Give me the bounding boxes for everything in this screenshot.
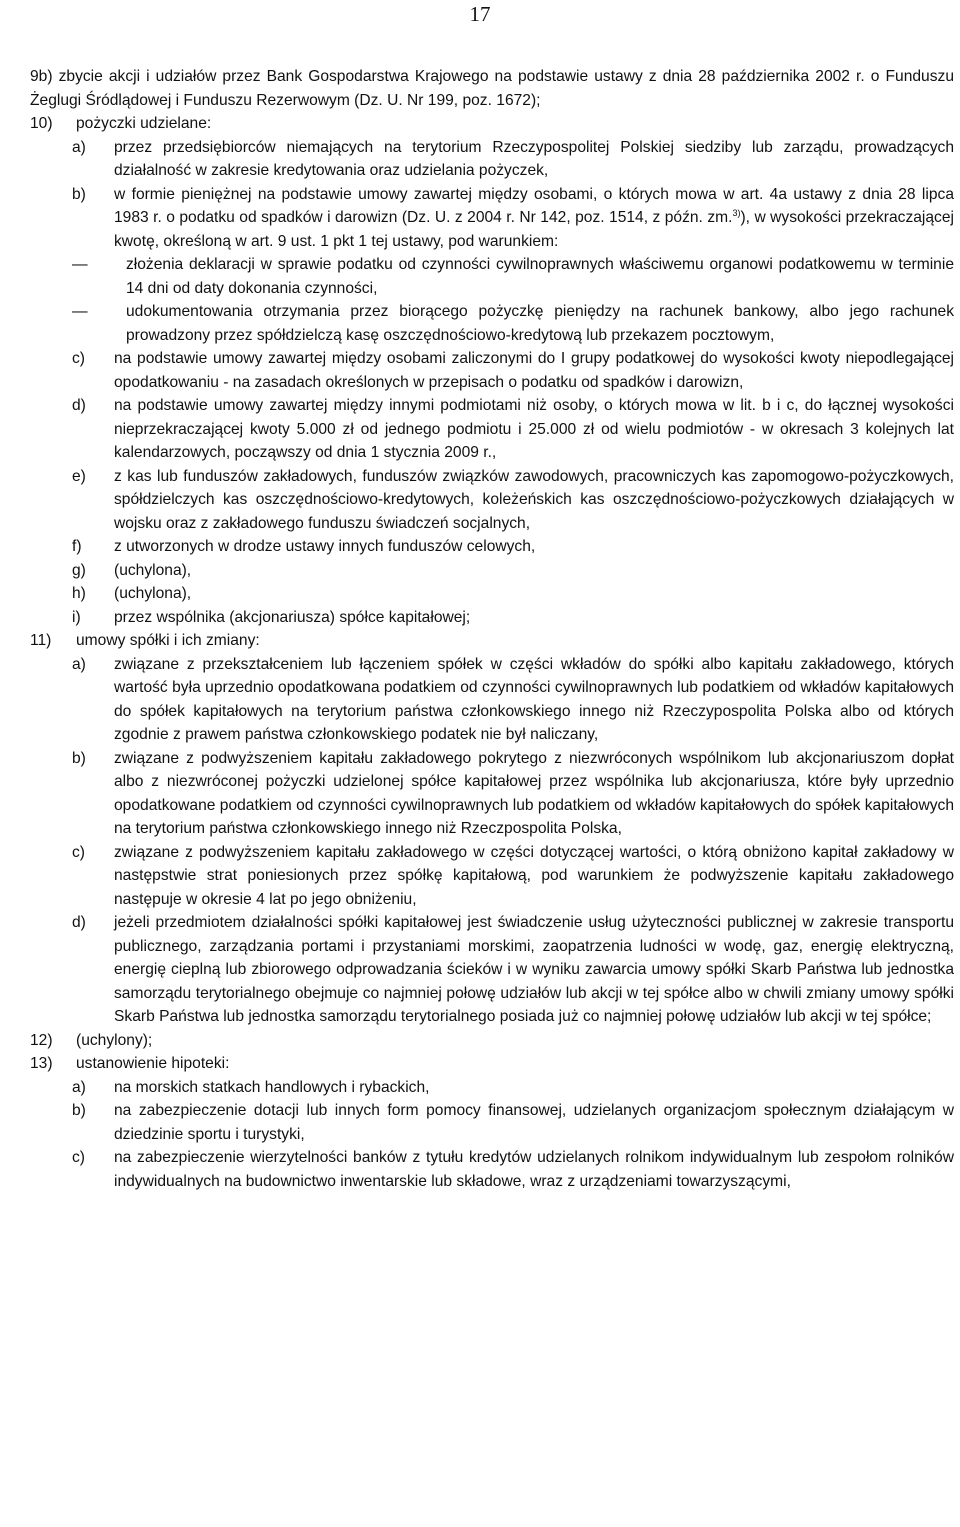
item-10d-text: na podstawie umowy zawartej między innymi podmiotami niż osoby, o których mowa w lit. b i c, do łącznej wysokości nieprzekraczającej kwoty 5.000 zł od jednego podmiotu i 25.000 zł od wielu podmiotów - w okresach 3 kolejnych lat kalendarzowych, począwszy od dnia 1 stycznia 2009 r.,: [114, 397, 954, 461]
item-10d-label: d): [72, 397, 86, 414]
item-10e-label: e): [72, 467, 86, 485]
item-13-text: ustanowienie hipoteki:: [76, 1055, 230, 1072]
item-13c: [72, 1146, 954, 1193]
dash-1-label: —: [72, 256, 88, 273]
item-10b-text-2: ), w wysokości przekraczającej kwotę, określoną w art. 9 ust. 1 pkt 1 tej ustawy, pod warunkiem:: [114, 209, 954, 250]
item-10a-label: a): [72, 138, 86, 156]
item-10f-text: z utworzonych w drodze ustawy innych funduszów celowych,: [114, 538, 536, 555]
item-13b: [72, 1099, 954, 1146]
dash-1-text: złożenia deklaracji w sprawie podatku od czynności cywilnoprawnych właściwemu organowi podatkowemu w terminie 14 dni od daty dokonania czynności,: [126, 256, 954, 297]
item-10f-label: f): [72, 538, 82, 555]
condition-dash-1: [72, 253, 954, 300]
page-number: 17: [469, 2, 491, 26]
item-11-label: 11): [30, 632, 52, 649]
item-10i-label: i): [72, 608, 81, 626]
item-13c-label: c): [72, 1149, 85, 1166]
item-13-label: 13): [30, 1055, 53, 1072]
item-10h-text: (uchylona),: [114, 585, 192, 602]
item-13c-text: na zabezpieczenie wierzytelności banków z tytułu kredytów udzielanych rolnikom indywidualnym lub zespołom rolników indywidualnych na budownictwo inwentarskie lub składowe, wraz z urządzeniami towarzyszącymi,: [114, 1149, 954, 1190]
item-10f: [72, 535, 954, 559]
item-10-label: 10): [30, 115, 53, 132]
item-10h-label: h): [72, 585, 86, 602]
item-11c-label: c): [72, 843, 85, 861]
item-10c-label: c): [72, 350, 85, 367]
item-11c-text: związane z podwyższeniem kapitału zakładowego w części dotyczącej wartości, o którą obniżono kapitał zakładowy w następstwie strat poniesionych przez spółkę kapitałową, pod warunkiem że podwyższenie kapitału zakładowego następuje w okresie 4 lat po jego obniżeniu,: [114, 843, 954, 908]
item-10: [30, 112, 954, 136]
item-11a-label: a): [72, 655, 86, 673]
item-10a-text: przez przedsiębiorców niemających na terytorium Rzeczypospolitej Polskiej siedziby lub zarządu, prowadzących działalność w zakresie kredytowania oraz udzielania pożyczek,: [114, 138, 954, 179]
item-11: [30, 629, 954, 653]
item-12-text: (uchylony);: [76, 1031, 153, 1049]
item-10b: [72, 183, 954, 254]
item-11a-text: związane z przekształceniem lub łączeniem spółek w części wkładów do spółki albo kapitału zakładowego, których wartość była uprzednio opodatkowana podatkiem od czynności cywilnoprawnych lub podatkiem od wkładów kapitałowych do spółek kapitałowych na terytorium państwa członkowskiego innego niż Rzeczypospolita Polska albo od których zgodnie z prawem państwa członkowskiego podatek nie był naliczany,: [114, 655, 954, 743]
item-13a-text: na morskich statkach handlowych i rybackich,: [114, 1078, 430, 1096]
item-10b-text-1: w formie pieniężnej na podstawie umowy zawartej między osobami, o których mowa w art. 4a ustawy z dnia 28 lipca 1983 r. o podatku od spadków i darowizn (Dz. U. z 2004 r. Nr 142, poz. 1514, z późn. zm.: [114, 185, 954, 226]
item-11a: [72, 653, 954, 747]
dash-2-label: —: [72, 303, 88, 320]
item-11b: [72, 747, 954, 841]
item-13a: [72, 1076, 954, 1100]
item-12-label: 12): [30, 1031, 53, 1049]
item-11d-label: d): [72, 914, 86, 931]
item-10a: [72, 136, 954, 183]
footnote-ref: 3): [732, 208, 741, 218]
item-13b-text: na zabezpieczenie dotacji lub innych form pomocy finansowej, udzielanych organizacjom społecznym działającym w dziedzinie sportu i turystyki,: [114, 1102, 954, 1143]
dash-2-text: udokumentowania otrzymania przez biorącego pożyczkę pieniędzy na rachunek bankowy, albo jego rachunek prowadzony przez spółdzielczą kasę oszczędnościowo-kredytową lub przekazem pocztowym,: [126, 303, 954, 344]
item-11c: [72, 841, 954, 912]
item-10g-text: (uchylona),: [114, 561, 192, 579]
condition-dash-2: [72, 300, 954, 347]
item-10h: [72, 582, 954, 606]
item-10i: [72, 606, 954, 630]
item-10-text: pożyczki udzielane:: [76, 115, 212, 132]
paragraph-9b: 9b) zbycie akcji i udziałów przez Bank Gospodarstwa Krajowego na podstawie ustawy z dnia 28 października 2002 r. o Funduszu Żeglugi Śródlądowej i Funduszu Rezerwowym (Dz. U. Nr 199, poz. 1672);: [30, 68, 954, 109]
item-10g-label: g): [72, 561, 86, 579]
item-10c: [72, 347, 954, 394]
item-10c-text: na podstawie umowy zawartej między osobami zaliczonymi do I grupy podatkowej do wysokości kwoty niepodlegającej opodatkowaniu - na zasadach określonych w przepisach o podatku od spadków i darowizn,: [114, 350, 954, 391]
item-13a-label: a): [72, 1078, 86, 1096]
item-12: [30, 1029, 954, 1053]
item-10b-label: b): [72, 185, 86, 203]
item-10g: [72, 559, 954, 583]
item-11b-text: związane z podwyższeniem kapitału zakładowego pokrytego z niezwróconych wspólnikom lub akcjonariuszom dopłat albo z niezwróconej pożyczki udzielonej spółce kapitałowej przez wspólnika lub akcjonariusza, które były uprzednio opodatkowane podatkiem od czynności cywilnoprawnych lub podatkiem od wkładów kapitałowych do spółek kapitałowych na terytorium państwa członkowskiego innego niż Rzeczpospolita Polska,: [114, 749, 954, 837]
item-10e: [72, 465, 954, 536]
item-11d: [72, 911, 954, 1029]
item-10e-text: z kas lub funduszów zakładowych, funduszów związków zawodowych, pracowniczych kas zapomogowo-pożyczkowych, spółdzielczych kas oszczędnościowo-kredytowych, koleżeńskich kas oszczędnościowo-pożyczkowych działających w wojsku oraz z zakładowego funduszu świadczeń socjalnych,: [114, 467, 954, 532]
item-13b-label: b): [72, 1102, 86, 1119]
document-body: [30, 65, 954, 1193]
item-11b-label: b): [72, 749, 86, 767]
item-10i-text: przez wspólnika (akcjonariusza) spółce kapitałowej;: [114, 608, 471, 626]
item-13: [30, 1052, 954, 1076]
item-11-text: umowy spółki i ich zmiany:: [76, 632, 260, 649]
item-11d-text: jeżeli przedmiotem działalności spółki kapitałowej jest świadczenie usług użyteczności publicznej w zakresie transportu publicznego, zarządzania portami i przystaniami morskimi, zaopatrzenia ludności w wodę, gaz, energię elektryczną, energię cieplną lub zbiorowego odprowadzania ścieków i w wyniku zawarcia umowy spółki Skarb Państwa lub jednostka samorządu terytorialnego obejmuje co najmniej połowę udziałów lub akcji w tej spółce albo w chwili zmiany umowy spółki Skarb Państwa lub jednostka samorządu terytorialnego posiada już co najmniej połowę udziałów lub akcji w tej spółce;: [114, 914, 954, 1025]
item-10d: [72, 394, 954, 465]
